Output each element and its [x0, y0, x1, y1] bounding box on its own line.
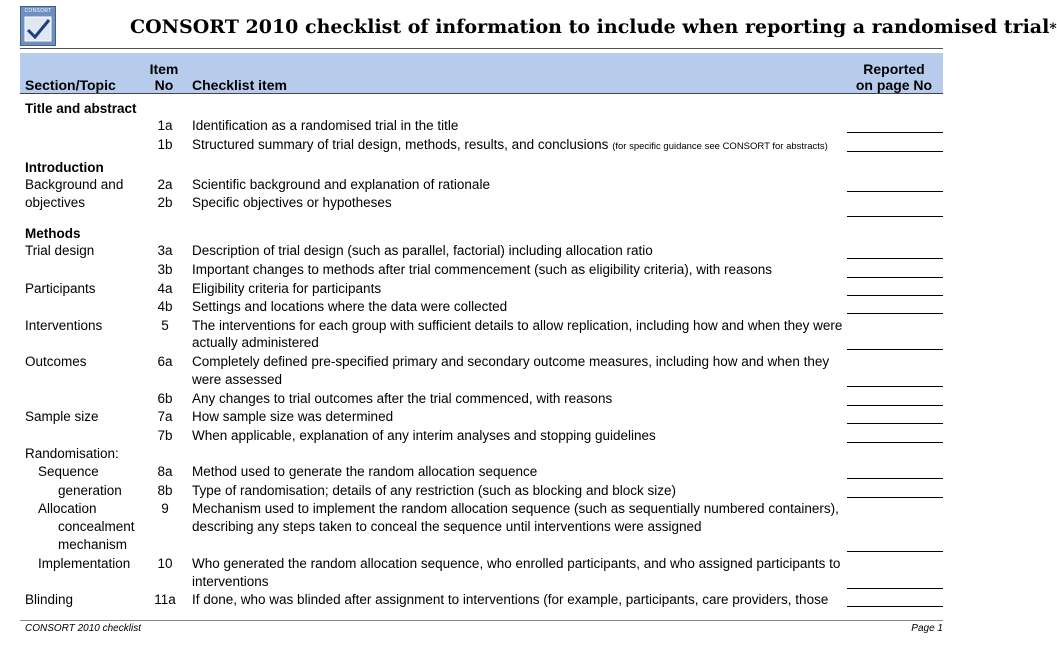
- page-no-blank[interactable]: [847, 277, 943, 278]
- page-no-blank[interactable]: [847, 606, 943, 607]
- item-no: 5: [161, 318, 169, 333]
- topic-label: generation: [58, 483, 122, 498]
- checklist-text: Method used to generate the random allocation sequence: [192, 464, 538, 479]
- item-no: 3a: [157, 243, 173, 258]
- topic-label: Randomisation:: [25, 446, 119, 461]
- checklist-text-cont: interventions: [192, 574, 269, 589]
- topic-label: Sample size: [25, 409, 99, 424]
- page-no-blank[interactable]: [847, 258, 943, 259]
- item-no: 6b: [157, 391, 173, 406]
- checklist-text: If done, who was blinded after assignment to interventions (for example, participants, care providers, those: [192, 592, 829, 607]
- topic-label: Participants: [25, 281, 96, 296]
- checklist-text: Type of randomisation; details of any restriction (such as blocking and block size): [192, 483, 676, 498]
- page-no-blank[interactable]: [847, 313, 943, 314]
- item-no: 8b: [157, 483, 173, 498]
- checklist-text: Important changes to methods after trial commencement (such as eligibility criteria), with reasons: [192, 262, 772, 277]
- checklist-text-cont: actually administered: [192, 335, 319, 350]
- consort-logo: [20, 6, 56, 46]
- checklist-text: Scientific background and explanation of rationale: [192, 177, 490, 192]
- page-no-blank[interactable]: [847, 295, 943, 296]
- item-no: 4b: [157, 299, 173, 314]
- checklist-text: Who generated the random allocation sequence, who enrolled participants, and who assigned participants to: [192, 556, 841, 571]
- header-reported-page: Reported on page No: [855, 61, 933, 93]
- item-no: 4a: [157, 281, 173, 296]
- topic-label: objectives: [25, 195, 86, 210]
- page-no-blank[interactable]: [847, 551, 943, 552]
- item-no: 11a: [154, 592, 176, 607]
- item-no: 1a: [157, 118, 173, 133]
- footer-rule: [20, 620, 943, 621]
- checklist-text-cont: were assessed: [192, 372, 283, 387]
- page-no-blank[interactable]: [847, 405, 943, 406]
- page-no-blank[interactable]: [847, 191, 943, 192]
- page-no-blank[interactable]: [847, 216, 943, 217]
- section-methods: Methods: [25, 226, 81, 241]
- topic-label: Implementation: [38, 556, 131, 571]
- abstract-guidance-note: (for specific guidance see CONSORT for abstracts): [612, 141, 828, 152]
- topic-label: Sequence: [38, 464, 99, 479]
- checklist-text: How sample size was determined: [192, 409, 394, 424]
- topic-label: Interventions: [25, 318, 103, 333]
- item-no: 9: [161, 501, 169, 516]
- item-no: 1b: [157, 137, 173, 152]
- topic-label: Blinding: [25, 592, 74, 607]
- topic-label-cont: mechanism: [58, 537, 128, 552]
- topic-label: Allocation: [38, 501, 97, 516]
- footer-label: CONSORT 2010 checklist: [25, 623, 141, 634]
- section-title-abstract: Title and abstract: [25, 101, 137, 116]
- page-no-blank[interactable]: [847, 588, 943, 589]
- section-introduction: Introduction: [25, 160, 104, 175]
- checklist-text: The interventions for each group with sufficient details to allow replication, including how and when they were: [192, 318, 843, 333]
- item-no: 2b: [157, 195, 173, 210]
- checklist-text-cont: describing any steps taken to conceal the sequence until interventions were assigned: [192, 519, 702, 534]
- page-no-blank[interactable]: [847, 442, 943, 443]
- title-rule: [20, 48, 943, 49]
- item-no: 10: [157, 556, 173, 571]
- header-checklist-item: Checklist item: [192, 77, 287, 93]
- checklist-text: When applicable, explanation of any interim analyses and stopping guidelines: [192, 428, 656, 443]
- table-header: [20, 53, 943, 94]
- page-no-blank[interactable]: [847, 478, 943, 479]
- checklist-text: Mechanism used to implement the random allocation sequence (such as sequentially numbered containers),: [192, 501, 839, 516]
- logo-text: CONSORT: [24, 8, 52, 14]
- checklist-text: Identification as a randomised trial in the title: [192, 118, 459, 133]
- checklist-text: Completely defined pre-specified primary and secondary outcome measures, including how and when they: [192, 354, 830, 369]
- checkmark-icon: [24, 16, 52, 42]
- item-no: 8a: [157, 464, 173, 479]
- checklist-text: Any changes to trial outcomes after the trial commenced, with reasons: [192, 391, 613, 406]
- page-no-blank[interactable]: [847, 132, 943, 133]
- item-no: 6a: [157, 354, 173, 369]
- page-no-blank[interactable]: [847, 349, 943, 350]
- header-item-no: Item No: [149, 61, 179, 93]
- checklist-text: Description of trial design (such as parallel, factorial) including allocation ratio: [192, 243, 653, 258]
- topic-label: Trial design: [25, 243, 95, 258]
- item-no: 3b: [157, 262, 173, 277]
- title-asterisk: *: [1049, 21, 1057, 37]
- item-no: 7b: [157, 428, 173, 443]
- checklist-text: Specific objectives or hypotheses: [192, 195, 392, 210]
- item-no: 7a: [157, 409, 173, 424]
- checklist-text: Eligibility criteria for participants: [192, 281, 382, 296]
- page-no-blank[interactable]: [847, 423, 943, 424]
- topic-label-cont: concealment: [58, 519, 135, 534]
- checklist-text: Structured summary of trial design, methods, results, and conclusions (for specific guidance see CONSORT for abstracts): [192, 137, 828, 152]
- item-no: 2a: [157, 177, 173, 192]
- page-no-blank[interactable]: [847, 386, 943, 387]
- page-no-blank[interactable]: [847, 151, 943, 152]
- page-no-blank[interactable]: [847, 497, 943, 498]
- topic-label: Background and: [25, 177, 124, 192]
- header-section-topic: Section/Topic: [25, 77, 116, 93]
- page-title: CONSORT 2010 checklist of information to include when reporting a randomised trial*: [130, 16, 1057, 38]
- topic-label: Outcomes: [25, 354, 87, 369]
- footer-page-number: Page 1: [911, 623, 943, 634]
- checklist-text: Settings and locations where the data were collected: [192, 299, 508, 314]
